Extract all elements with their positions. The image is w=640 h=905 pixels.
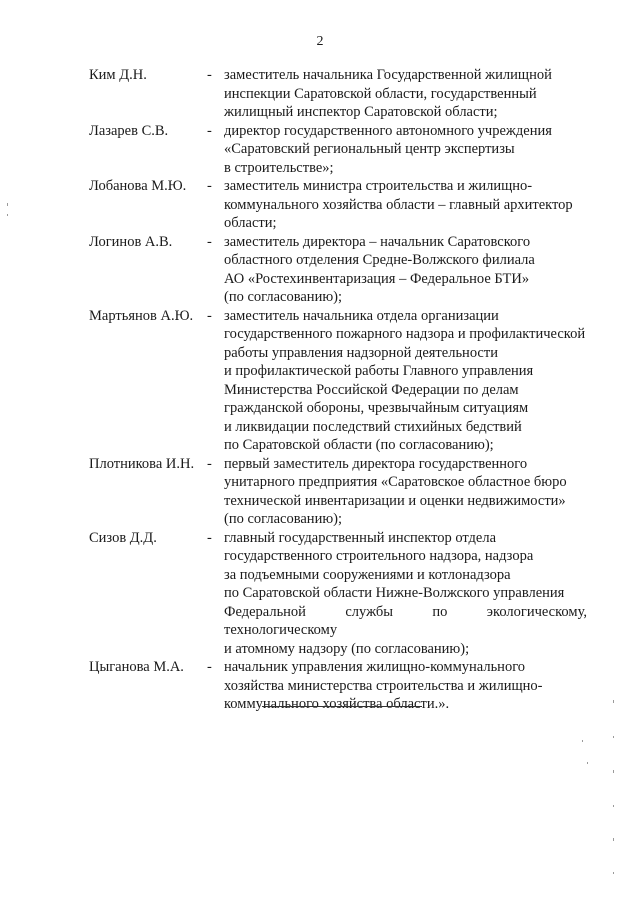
member-dash: -: [207, 659, 212, 675]
description-line: заместитель министра строительства и жилищно-: [224, 178, 533, 194]
member-dash: -: [207, 122, 212, 139]
description-line: заместитель директора – начальник Саратовского: [224, 233, 531, 250]
member-entry: [0, 233, 640, 307]
description-line: по Саратовской области Нижне-Волжского управления: [224, 585, 565, 601]
description-line: области;: [224, 215, 277, 231]
member-dash: -: [207, 67, 212, 83]
description-line: первый заместитель директора государственного: [224, 455, 528, 472]
description-line: коммунального хозяйства области – главный архитектор: [224, 196, 573, 213]
description-line: коммунального хозяйства области.».: [224, 696, 450, 712]
description-line: начальник управления жилищно-коммунального: [224, 659, 526, 675]
description-line: и атомному надзору (по согласованию);: [224, 640, 470, 657]
description-line: за подъемными сооружениями и котлонадзора: [224, 566, 511, 583]
separator-line: [262, 706, 422, 707]
description-line: унитарного предприятия «Саратовское областное бюро: [224, 474, 567, 490]
description-line: заместитель начальника Государственной жилищной: [224, 67, 552, 83]
description-line: гражданской обороны, чрезвычайным ситуациям: [224, 400, 529, 416]
description-line: АО «Ростехинвентаризация – Федеральное БТИ»: [224, 270, 530, 287]
member-dash: -: [207, 455, 212, 472]
description-line: Министерства Российской Федерации по делам: [224, 381, 519, 398]
member-entry: [0, 307, 640, 455]
description-line: (по согласованию);: [224, 511, 343, 527]
description-line: жилищный инспектор Саратовской области;: [224, 104, 498, 120]
description-line: Федеральной службы по экологическому, технологическому: [224, 603, 587, 638]
member-description: [224, 529, 587, 659]
member-name: Ким Д.Н.: [89, 67, 147, 83]
description-line: и ликвидации последствий стихийных бедствий: [224, 418, 522, 435]
description-line: областного отделения Средне-Волжского филиала: [224, 252, 535, 268]
member-name: Мартьянов А.Ю.: [89, 307, 194, 324]
member-name: Сизов Д.Д.: [89, 529, 157, 546]
member-description: [224, 122, 587, 178]
member-description: [224, 177, 587, 233]
member-entry: [0, 455, 640, 529]
member-name: Лобанова М.Ю.: [89, 178, 187, 194]
members-list: [0, 66, 640, 714]
member-name: Плотникова И.Н.: [89, 455, 195, 472]
description-line: директор государственного автономного учреждения: [224, 122, 552, 139]
description-line: работы управления надзорной деятельности: [224, 344, 498, 361]
description-line: и профилактической работы Главного управления: [224, 363, 534, 379]
description-line: «Саратовский региональный центр экспертизы: [224, 141, 515, 157]
member-description: [224, 66, 587, 122]
description-line: главный государственный инспектор отдела: [224, 529, 497, 546]
description-line: хозяйства министерства строительства и жилищно-: [224, 677, 543, 694]
member-entry: [0, 66, 640, 122]
member-dash: -: [207, 178, 212, 194]
member-description: [224, 233, 587, 307]
description-line: технической инвентаризации и оценки недвижимости»: [224, 492, 566, 509]
description-line: по Саратовской области (по согласованию);: [224, 437, 494, 453]
description-line: (по согласованию);: [224, 289, 343, 305]
member-name: Логинов А.В.: [89, 233, 173, 250]
member-dash: -: [207, 307, 212, 324]
description-line: инспекции Саратовской области, государственный: [224, 85, 537, 102]
member-entry: [0, 177, 640, 233]
member-dash: -: [207, 529, 212, 546]
member-entry: [0, 122, 640, 178]
description-line: государственного строительного надзора, надзора: [224, 548, 534, 564]
member-description: [224, 307, 587, 455]
description-line: в строительстве»;: [224, 159, 334, 176]
member-dash: -: [207, 233, 212, 250]
description-line: государственного пожарного надзора и профилактической: [224, 326, 586, 342]
member-name: Лазарев С.В.: [89, 122, 169, 139]
page-number: 2: [316, 34, 324, 49]
description-line: заместитель начальника отдела организации: [224, 307, 499, 324]
member-entry: [0, 529, 640, 659]
member-description: [224, 455, 587, 529]
member-name: Цыганова М.А.: [89, 659, 184, 675]
